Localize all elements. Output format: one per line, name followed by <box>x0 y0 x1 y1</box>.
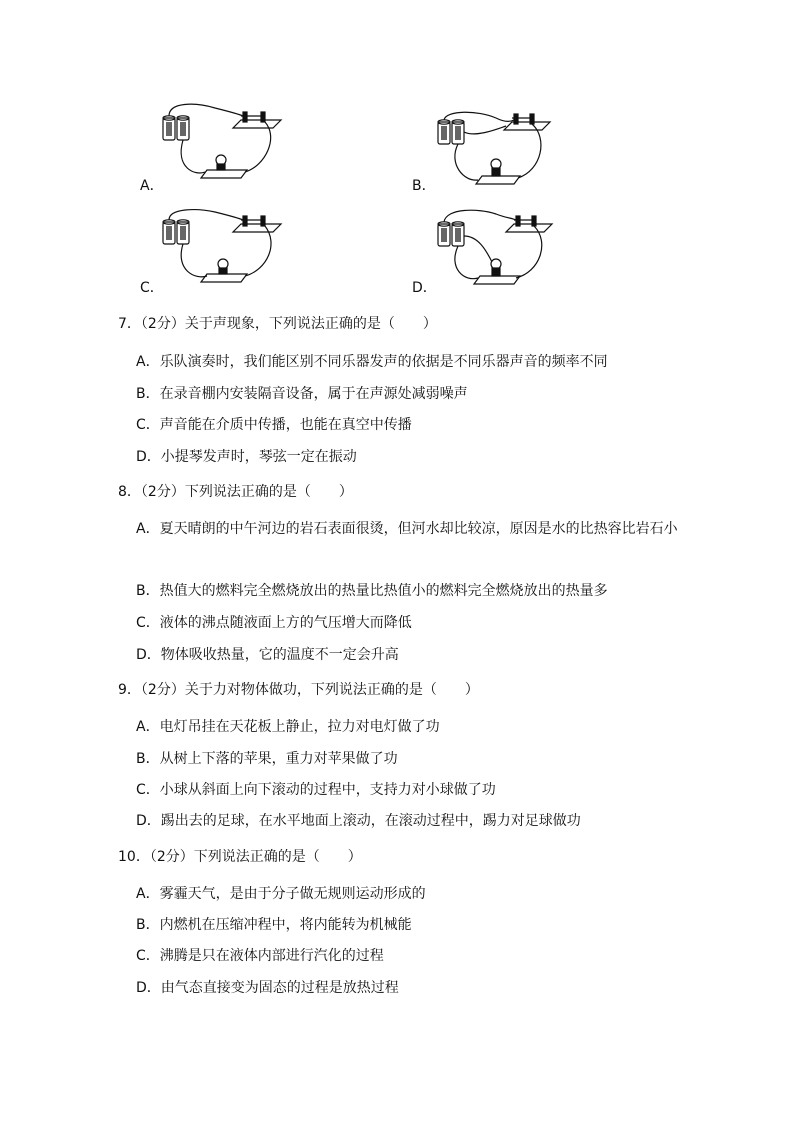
circuit-c-svg <box>155 204 285 288</box>
circuit-b-svg <box>430 108 560 190</box>
figure-label-b: B． <box>412 178 436 194</box>
circuit-diagram-d <box>430 206 560 290</box>
circuit-diagram-a <box>155 98 285 186</box>
question-9-option-a: A．电灯吊挂在天花板上静止，拉力对电灯做了功 <box>136 719 440 735</box>
circuit-diagram-b <box>430 108 560 190</box>
question-text: 关于力对物体做功，下列说法正确的是（ ） <box>184 682 479 698</box>
question-8-option-a: A．夏天晴朗的中午河边的岩石表面很烫，但河水却比较凉，原因是水的比热容比岩石小 <box>136 521 678 537</box>
figure-label-c: C． <box>140 280 164 296</box>
question-text: 关于声现象，下列说法正确的是（ ） <box>184 316 437 332</box>
question-7-option-a: A．乐队演奏时，我们能区别不同乐器发声的依据是不同乐器声音的频率不同 <box>136 354 608 370</box>
question-9-option-c: C．小球从斜面上向下滚动的过程中，支持力对小球做了功 <box>136 782 496 798</box>
question-8-option-c: C．液体的沸点随液面上方的气压增大而降低 <box>136 615 412 631</box>
question-points: （2分） <box>140 316 185 332</box>
figure-label-a: A． <box>140 178 164 194</box>
question-10-option-d: D．由气态直接变为固态的过程是放热过程 <box>136 980 399 996</box>
question-number: 10． <box>118 849 150 865</box>
question-9-stem <box>118 679 479 699</box>
question-points: （2分） <box>140 484 185 500</box>
question-text: 下列说法正确的是（ ） <box>184 484 353 500</box>
question-10-option-c: C．沸腾是只在液体内部进行汽化的过程 <box>136 948 384 964</box>
circuit-d-svg <box>430 206 560 290</box>
circuit-diagram-c <box>155 204 285 288</box>
question-points: （2分） <box>140 682 185 698</box>
question-10-option-a: A．雾霾天气，是由于分子做无规则运动形成的 <box>136 886 426 902</box>
question-8-option-d: D．物体吸收热量，它的温度不一定会升高 <box>136 647 399 663</box>
question-points: （2分） <box>149 849 194 865</box>
figure-label-d: D． <box>412 280 437 296</box>
question-10-option-b: B．内燃机在压缩冲程中，将内能转为机械能 <box>136 917 412 933</box>
question-8-stem <box>118 481 353 501</box>
question-text: 下列说法正确的是（ ） <box>193 849 362 865</box>
question-7-option-b: B．在录音棚内安装隔音设备，属于在声源处减弱噪声 <box>136 386 468 402</box>
question-7-option-d: D．小提琴发声时，琴弦一定在振动 <box>136 449 357 465</box>
question-number: 8． <box>118 484 141 500</box>
question-10-stem <box>118 846 362 866</box>
question-9-option-b: B．从树上下落的苹果，重力对苹果做了功 <box>136 751 398 767</box>
question-8-option-b: B．热值大的燃料完全燃烧放出的热量比热值小的燃料完全燃烧放出的热量多 <box>136 583 608 599</box>
question-7-option-c: C．声音能在介质中传播，也能在真空中传播 <box>136 417 412 433</box>
question-number: 7． <box>118 316 141 332</box>
question-number: 9． <box>118 682 141 698</box>
question-9-option-d: D．踢出去的足球，在水平地面上滚动，在滚动过程中，踢力对足球做功 <box>136 813 581 829</box>
question-7-stem <box>118 313 437 333</box>
circuit-a-svg <box>155 98 285 186</box>
